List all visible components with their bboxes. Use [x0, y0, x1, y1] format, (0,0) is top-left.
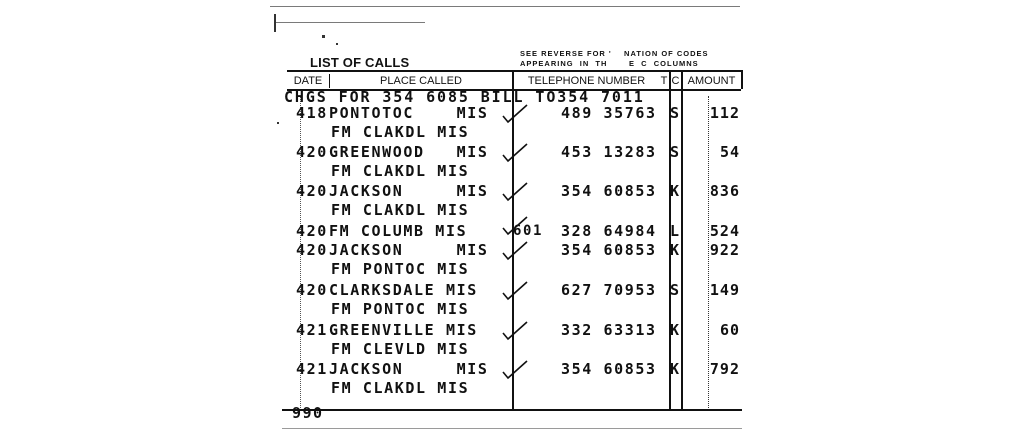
check-mark-icon [500, 239, 530, 261]
call-phone-number: 354 60853 [561, 182, 657, 200]
t-column-header: T [660, 75, 668, 87]
call-type-code: S [670, 281, 681, 299]
call-origin: FM PONTOC MIS [331, 260, 470, 278]
telephone-column-header: TELEPHONE NUMBER [527, 75, 646, 87]
call-origin: FM CLAKDL MIS [331, 162, 470, 180]
call-place: CLARKSDALE MIS [329, 281, 478, 299]
call-date: 420 [296, 182, 328, 200]
call-place: JACKSON MIS [329, 182, 489, 200]
call-amount: 792 [709, 360, 740, 378]
amount-right-edge [741, 70, 743, 89]
call-origin: FM CLEVLD MIS [331, 340, 470, 358]
call-area-code: 601 [513, 223, 544, 239]
call-place: JACKSON MIS [329, 241, 489, 259]
date-column-header: DATE [293, 75, 323, 87]
call-phone-number: 453 13283 [561, 143, 657, 161]
call-date: 420 [296, 241, 328, 259]
call-origin: FM CLAKDL MIS [331, 201, 470, 219]
call-place: GREENWOOD MIS [329, 143, 489, 161]
call-place: PONTOTOC MIS [329, 104, 489, 122]
call-phone-number: 489 35763 [561, 104, 657, 122]
call-phone-number: 328 64984 [561, 222, 657, 240]
call-amount: 922 [709, 241, 740, 259]
scan-edge-line [282, 428, 742, 429]
call-amount: 54 [719, 143, 740, 161]
call-origin: FM PONTOC MIS [331, 300, 470, 318]
scan-speck [277, 122, 279, 124]
call-date: 420 [296, 143, 328, 161]
place-column-header: PLACE CALLED [380, 75, 462, 87]
call-phone-number: 354 60853 [561, 241, 657, 259]
amount-column-header: AMOUNT [687, 75, 736, 87]
call-type-code: K [670, 321, 681, 339]
call-type-code: S [670, 104, 681, 122]
call-date: 420 [296, 222, 328, 240]
call-amount: 836 [709, 182, 740, 200]
check-mark-icon [500, 102, 530, 124]
call-type-code: K [670, 360, 681, 378]
scan-edge-line [270, 6, 740, 7]
call-amount: 524 [709, 222, 740, 240]
c-column-header: C [671, 75, 680, 87]
check-mark-icon [500, 141, 530, 163]
check-mark-icon [500, 358, 530, 380]
check-mark-icon [500, 319, 530, 341]
codes-note-line-1: SEE REVERSE FOR ' NATION OF CODES [520, 49, 709, 58]
call-origin: FM CLAKDL MIS [331, 379, 470, 397]
codes-note [520, 49, 745, 69]
table-bottom-rule [282, 409, 742, 411]
call-amount: 112 [709, 104, 740, 122]
scan-edge-line [275, 22, 425, 23]
call-phone-number: 627 70953 [561, 281, 657, 299]
check-mark-icon [500, 180, 530, 202]
list-title: LIST OF CALLS [310, 55, 410, 70]
codes-note-line-2: APPEARING IN TH E C COLUMNS [520, 59, 699, 68]
check-mark-icon [500, 214, 530, 236]
call-type-code: K [670, 241, 681, 259]
header-top-rule [287, 70, 741, 72]
scan-speck [274, 14, 276, 32]
call-place: JACKSON MIS [329, 360, 489, 378]
call-date: 420 [296, 281, 328, 299]
call-date: 421 [296, 360, 328, 378]
check-mark-icon [500, 279, 530, 301]
call-place: FM COLUMB MIS [329, 222, 468, 240]
call-type-code: K [670, 182, 681, 200]
calls-total: 990 [292, 404, 324, 422]
call-type-code: S [670, 143, 681, 161]
call-date: 418 [296, 104, 328, 122]
call-phone-number: 332 63313 [561, 321, 657, 339]
call-phone-number: 354 60853 [561, 360, 657, 378]
call-place: GREENVILLE MIS [329, 321, 478, 339]
call-amount: 149 [709, 281, 740, 299]
t-c-divider [681, 70, 683, 409]
call-origin: FM CLAKDL MIS [331, 123, 470, 141]
call-date: 421 [296, 321, 328, 339]
call-amount: 60 [719, 321, 740, 339]
charges-line: CHGS FOR 354 6085 BILL TO354 7011 [284, 88, 645, 106]
scan-speck [336, 43, 338, 45]
call-type-code: L [670, 222, 681, 240]
scan-speck [322, 35, 325, 38]
